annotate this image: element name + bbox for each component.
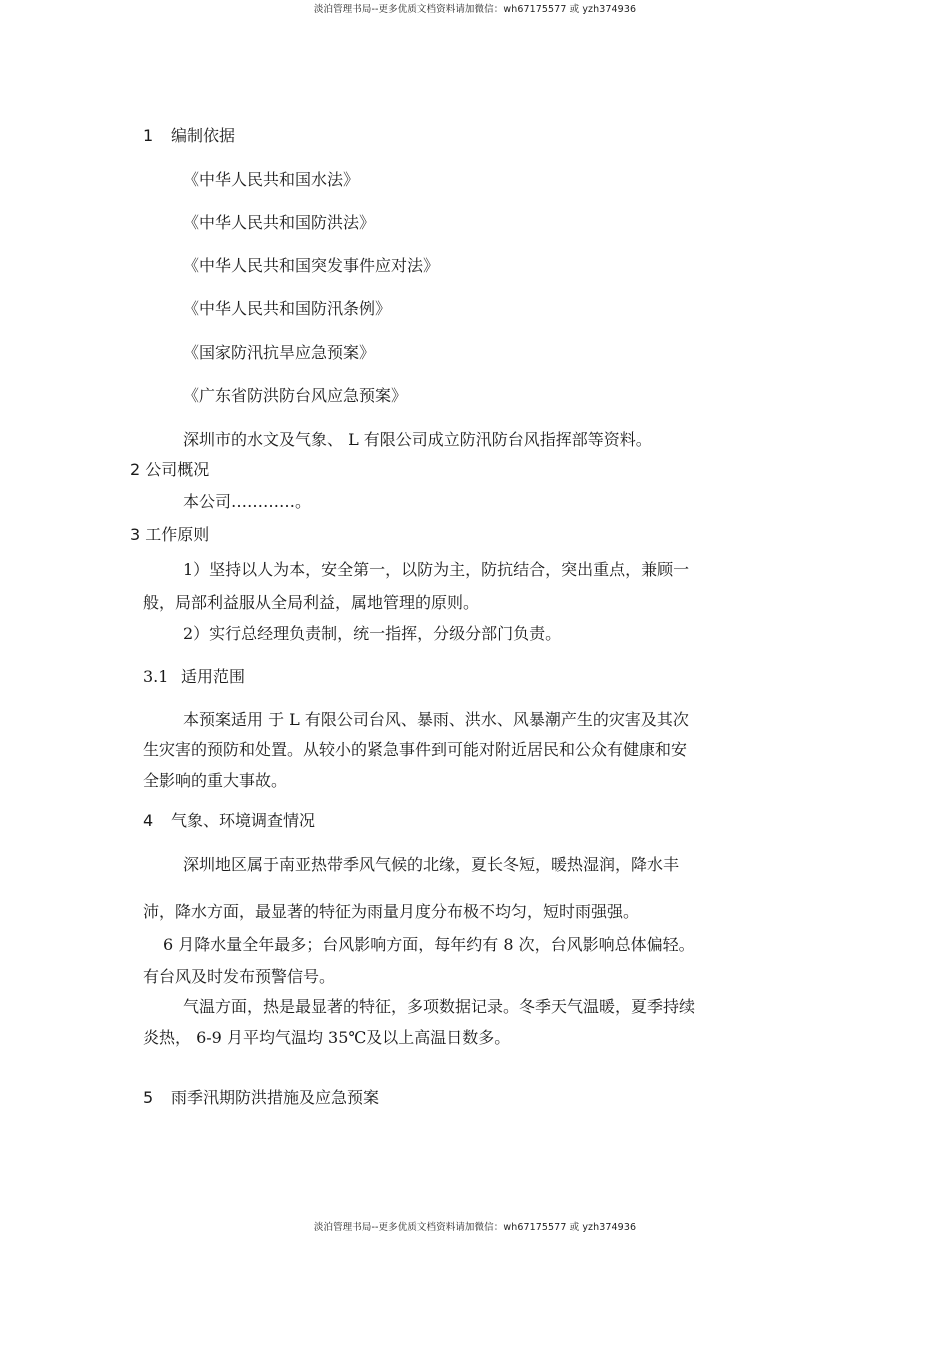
section-title: 适用范围: [181, 667, 246, 686]
section-title: 气象、环境调查情况: [171, 811, 316, 830]
law-item: 《中华人民共和国水法》: [183, 170, 360, 189]
climate-line: 炎热， 6-9 月平均气温均 35℃及以上高温日数多。: [143, 1028, 511, 1047]
principle-2: 2）实行总经理负责制，统一指挥，分级分部门负责。: [183, 624, 562, 643]
climate-line: 有台风及时发布预警信号。: [143, 967, 336, 986]
section-1-heading: [143, 126, 235, 146]
principle-1-line: 般，局部利益服从全局利益，属地管理的原则。: [143, 593, 480, 612]
climate-line: 沛，降水方面，最显著的特征为雨量月度分布极不均匀，短时雨强强。: [143, 902, 640, 921]
section-title: 雨季汛期防洪措施及应急预案: [171, 1088, 380, 1107]
page-footer: 淡泊管理书局--更多优质文档资料请加微信：wh67175577 或 yzh374936: [313, 1222, 637, 1233]
section-2-heading: 2 公司概况: [130, 460, 210, 479]
law-item: 《广东省防洪防台风应急预案》: [183, 386, 408, 405]
basis-note: 深圳市的水文及气象、 L 有限公司成立防汛防台风指挥部等资料。: [183, 430, 652, 449]
scope-line: 全影响的重大事故。: [143, 771, 288, 790]
company-overview: 本公司…………。: [183, 492, 312, 511]
principle-1-line: 1）坚持以人为本，安全第一，以防为主，防抗结合，突出重点，兼顾一: [183, 560, 690, 579]
law-item: 《国家防汛抗旱应急预案》: [183, 343, 376, 362]
section-number: 1: [143, 126, 154, 145]
page-header: 淡泊管理书局--更多优质文档资料请加微信：wh67175577 或 yzh374936: [313, 4, 637, 15]
section-number: 3.1: [143, 667, 169, 686]
scope-line: 本预案适用 于 L 有限公司台风、暴雨、洪水、风暴潮产生的灾害及其次: [183, 710, 689, 729]
law-item: 《中华人民共和国防汛条例》: [183, 299, 392, 318]
section-title: 编制依据: [171, 126, 236, 145]
section-number: 5: [143, 1088, 154, 1107]
law-item: 《中华人民共和国防洪法》: [183, 213, 376, 232]
section-5-heading: [143, 1088, 379, 1108]
section-number: 4: [143, 811, 154, 830]
section-3-heading: 3 工作原则: [130, 525, 210, 544]
climate-line: 深圳地区属于南亚热带季风气候的北缘，夏长冬短，暖热湿润，降水丰: [183, 855, 680, 874]
scope-line: 生灾害的预防和处置。从较小的紧急事件到可能对附近居民和公众有健康和安: [143, 740, 688, 759]
climate-line: 6 月降水量全年最多；台风影响方面，每年约有 8 次，台风影响总体偏轻。: [163, 935, 695, 954]
law-item: 《中华人民共和国突发事件应对法》: [183, 256, 440, 275]
section-3-1-heading: [143, 667, 245, 687]
climate-line: 气温方面，热是最显著的特征，多项数据记录。冬季天气温暖，夏季持续: [183, 997, 696, 1016]
section-4-heading: [143, 811, 315, 831]
